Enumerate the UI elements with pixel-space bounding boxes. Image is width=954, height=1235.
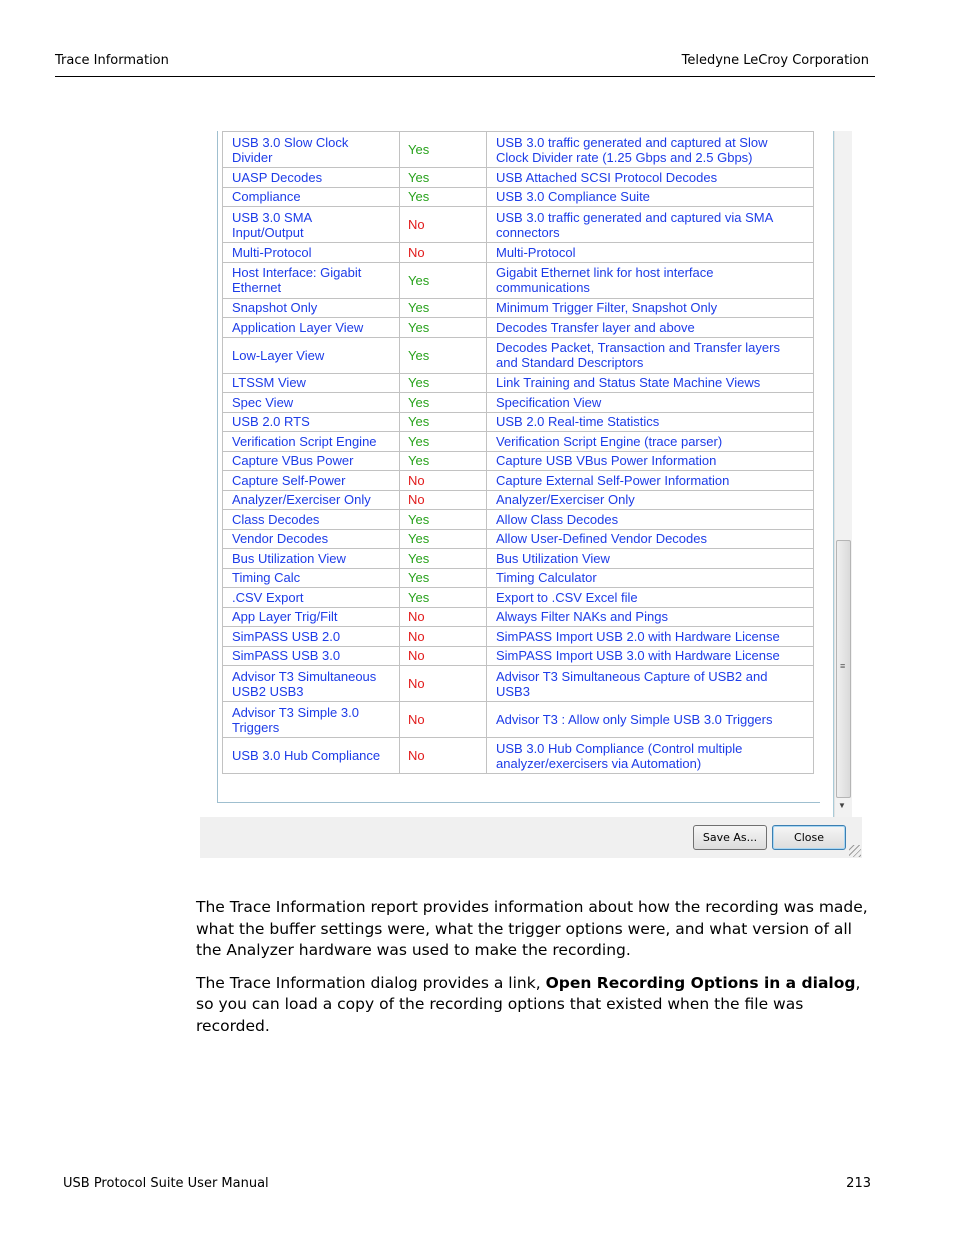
table-row xyxy=(223,318,814,338)
option-name: Capture VBus Power xyxy=(232,453,354,469)
option-description: USB 2.0 Real-time Statistics xyxy=(496,414,660,430)
option-description-cell xyxy=(487,738,814,774)
table-row xyxy=(223,627,814,647)
close-button[interactable]: Close xyxy=(772,825,846,850)
option-value-cell: Yes xyxy=(400,432,487,452)
option-value-cell: Yes xyxy=(400,588,487,608)
option-name-cell xyxy=(223,262,400,298)
header-section-title: Trace Information xyxy=(55,53,169,68)
option-name-cell xyxy=(223,207,400,243)
option-name: Bus Utilization View xyxy=(232,550,346,566)
option-value-cell: No xyxy=(400,243,487,263)
report-table-frame xyxy=(217,131,820,803)
option-name-cell xyxy=(223,243,400,263)
option-description: USB3 xyxy=(496,683,530,699)
option-name-cell xyxy=(223,666,400,702)
option-description: connectors xyxy=(496,224,560,240)
option-description: Advisor T3 : Allow only Simple USB 3.0 Triggers xyxy=(496,712,773,727)
option-name-cell xyxy=(223,549,400,569)
option-name-cell xyxy=(223,132,400,168)
option-description-cell xyxy=(487,666,814,702)
option-description-cell xyxy=(487,207,814,243)
option-name: UASP Decodes xyxy=(232,169,323,185)
option-name-cell xyxy=(223,432,400,452)
option-name-cell xyxy=(223,510,400,530)
paragraph-report-description: The Trace Information report provides information about how the recording was made, what the buffer settings were, what the trigger options were, and what version of all the Analyzer hardware was used to make the recording. xyxy=(196,898,868,959)
table-body xyxy=(223,132,814,774)
option-name-cell xyxy=(223,318,400,338)
option-value-cell: Yes xyxy=(400,393,487,413)
option-name-cell xyxy=(223,373,400,393)
option-description: Always Filter NAKs and Pings xyxy=(496,609,668,625)
table-row xyxy=(223,298,814,318)
option-description-cell xyxy=(487,451,814,471)
resize-grip-icon[interactable] xyxy=(849,845,861,857)
option-value-cell: Yes xyxy=(400,262,487,298)
option-description: SimPASS Import USB 3.0 with Hardware License xyxy=(496,648,780,664)
option-name: Divider xyxy=(232,149,273,165)
grip-icon: ≡ xyxy=(840,661,846,671)
option-name: .CSV Export xyxy=(232,589,304,605)
option-description: communications xyxy=(496,280,590,295)
option-name: Analyzer/Exerciser Only xyxy=(232,492,371,508)
option-description-cell xyxy=(487,412,814,432)
option-description: Verification Script Engine (trace parser) xyxy=(496,433,723,449)
option-description-cell xyxy=(487,298,814,318)
option-name: Snapshot Only xyxy=(232,300,318,316)
option-description: Allow User-Defined Vendor Decodes xyxy=(496,531,707,547)
option-description: Capture USB VBus Power Information xyxy=(496,453,717,469)
option-name: Multi-Protocol xyxy=(232,244,312,260)
option-name: Capture Self-Power xyxy=(232,472,346,488)
option-description-cell xyxy=(487,702,814,738)
table-row xyxy=(223,490,814,510)
option-description: Gigabit Ethernet link for host interface xyxy=(496,265,714,280)
footer-manual-title: USB Protocol Suite User Manual xyxy=(63,1176,269,1191)
table-row xyxy=(223,510,814,530)
option-name: Input/Output xyxy=(232,224,304,240)
option-value-cell: Yes xyxy=(400,412,487,432)
option-name-cell xyxy=(223,168,400,188)
option-name-cell xyxy=(223,187,400,207)
option-value-cell: Yes xyxy=(400,318,487,338)
option-description: Advisor T3 Simultaneous Capture of USB2 and xyxy=(496,668,768,684)
table-row xyxy=(223,187,814,207)
table-row xyxy=(223,568,814,588)
option-value-cell: Yes xyxy=(400,549,487,569)
option-name: LTSSM View xyxy=(232,375,306,391)
option-name: Host Interface: Gigabit xyxy=(232,265,362,280)
option-name: SimPASS USB 3.0 xyxy=(232,648,341,664)
paragraph-dialog-link xyxy=(196,973,876,1038)
option-name-cell xyxy=(223,702,400,738)
page-footer xyxy=(63,1176,871,1191)
table-row xyxy=(223,337,814,373)
table-row xyxy=(223,646,814,666)
option-description: Minimum Trigger Filter, Snapshot Only xyxy=(496,300,718,316)
save-as-button[interactable]: Save As... xyxy=(693,825,767,850)
body-text xyxy=(196,897,876,1048)
option-description-cell xyxy=(487,490,814,510)
option-name-cell xyxy=(223,471,400,491)
option-value-cell: No xyxy=(400,646,487,666)
option-description: USB Attached SCSI Protocol Decodes xyxy=(496,169,718,185)
option-description-cell xyxy=(487,393,814,413)
option-name-cell xyxy=(223,393,400,413)
option-description: Specification View xyxy=(496,394,602,410)
option-name: Compliance xyxy=(232,189,301,205)
table-row xyxy=(223,702,814,738)
report-view xyxy=(210,131,834,817)
option-description-cell xyxy=(487,132,814,168)
trace-information-dialog xyxy=(200,131,862,858)
option-name: SimPASS USB 2.0 xyxy=(232,628,341,644)
option-description-cell xyxy=(487,337,814,373)
table-row xyxy=(223,738,814,774)
option-name: Triggers xyxy=(232,719,280,735)
option-description-cell xyxy=(487,471,814,491)
option-name-cell xyxy=(223,412,400,432)
header-company: Teledyne LeCroy Corporation xyxy=(681,53,869,68)
option-value-cell: No xyxy=(400,471,487,491)
option-name: Ethernet xyxy=(232,280,282,295)
table-row xyxy=(223,243,814,263)
option-description-cell xyxy=(487,243,814,263)
option-name-cell xyxy=(223,337,400,373)
option-name-cell xyxy=(223,298,400,318)
option-description-cell xyxy=(487,529,814,549)
option-description-cell xyxy=(487,168,814,188)
option-value-cell: Yes xyxy=(400,510,487,530)
table-row xyxy=(223,607,814,627)
option-description: Decodes Transfer layer and above xyxy=(496,319,695,335)
table-row xyxy=(223,132,814,168)
option-description-cell xyxy=(487,549,814,569)
option-value-cell: No xyxy=(400,738,487,774)
table-row xyxy=(223,471,814,491)
option-name-cell xyxy=(223,627,400,647)
table-row xyxy=(223,262,814,298)
option-name: USB 2.0 RTS xyxy=(232,414,310,430)
option-description: Decodes Packet, Transaction and Transfer layers xyxy=(496,340,780,355)
license-options-table xyxy=(222,131,814,774)
option-description-cell xyxy=(487,607,814,627)
option-description: Capture External Self-Power Information xyxy=(496,472,730,488)
option-name: Verification Script Engine xyxy=(232,433,377,449)
table-row xyxy=(223,207,814,243)
option-value-cell: Yes xyxy=(400,568,487,588)
option-name: Spec View xyxy=(232,394,294,410)
option-description-cell xyxy=(487,432,814,452)
table-row xyxy=(223,549,814,569)
option-value-cell: Yes xyxy=(400,132,487,168)
table-row xyxy=(223,373,814,393)
option-description-cell xyxy=(487,318,814,338)
paragraph-text: , so you can load a copy of the recording options that existed when the file was recorded. xyxy=(196,973,861,1035)
option-description: Analyzer/Exerciser Only xyxy=(496,492,635,508)
page-number: 213 xyxy=(846,1176,871,1191)
option-name: USB 3.0 Slow Clock xyxy=(232,134,349,150)
option-description: Link Training and Status State Machine Views xyxy=(496,375,761,391)
table-row xyxy=(223,412,814,432)
table-row xyxy=(223,393,814,413)
option-name-cell xyxy=(223,529,400,549)
option-name: USB 3.0 SMA xyxy=(232,209,313,225)
option-description: USB 3.0 traffic generated and captured at Slow xyxy=(496,134,768,150)
option-description-cell xyxy=(487,568,814,588)
option-name-cell xyxy=(223,738,400,774)
option-description: USB 3.0 Hub Compliance (Control multiple xyxy=(496,740,743,756)
table-row xyxy=(223,666,814,702)
option-name: Low-Layer View xyxy=(232,347,325,363)
option-value-cell: Yes xyxy=(400,529,487,549)
option-name: Advisor T3 Simple 3.0 xyxy=(232,704,359,720)
option-description-cell xyxy=(487,627,814,647)
option-description: SimPASS Import USB 2.0 with Hardware License xyxy=(496,628,780,644)
option-value-cell: No xyxy=(400,490,487,510)
option-description: and Standard Descriptors xyxy=(496,355,644,370)
option-value-cell: Yes xyxy=(400,337,487,373)
option-value-cell: No xyxy=(400,666,487,702)
open-recording-options-link[interactable]: Open Recording Options in a dialog xyxy=(545,973,856,992)
table-row xyxy=(223,451,814,471)
option-description: Clock Divider rate (1.25 Gbps and 2.5 Gbps) xyxy=(496,149,753,165)
scroll-down-arrow-icon[interactable]: ▼ xyxy=(838,801,846,810)
option-name-cell xyxy=(223,568,400,588)
option-description: Export to .CSV Excel file xyxy=(496,589,638,605)
option-description: Bus Utilization View xyxy=(496,550,610,566)
dialog-button-bar xyxy=(200,817,862,858)
option-description: Multi-Protocol xyxy=(496,244,576,260)
option-name: USB2 USB3 xyxy=(232,683,304,699)
page-header xyxy=(55,52,875,77)
option-description-cell xyxy=(487,262,814,298)
option-name: App Layer Trig/Filt xyxy=(232,609,338,625)
option-name: Application Layer View xyxy=(232,319,364,335)
paragraph-text: The Trace Information dialog provides a link, xyxy=(196,973,546,992)
option-name-cell xyxy=(223,588,400,608)
option-description: USB 3.0 traffic generated and captured via SMA xyxy=(496,209,774,225)
option-value-cell: Yes xyxy=(400,187,487,207)
option-value-cell: No xyxy=(400,607,487,627)
table-row xyxy=(223,432,814,452)
option-value-cell: Yes xyxy=(400,298,487,318)
option-description: Timing Calculator xyxy=(496,570,597,586)
option-description-cell xyxy=(487,588,814,608)
option-name-cell xyxy=(223,490,400,510)
option-description: analyzer/exercisers via Automation) xyxy=(496,755,702,771)
option-description-cell xyxy=(487,373,814,393)
option-value-cell: Yes xyxy=(400,451,487,471)
option-name: Timing Calc xyxy=(232,570,301,586)
table-row xyxy=(223,168,814,188)
option-description-cell xyxy=(487,187,814,207)
option-name: Vendor Decodes xyxy=(232,531,329,547)
option-value-cell: No xyxy=(400,627,487,647)
option-value-cell: No xyxy=(400,207,487,243)
option-name: Class Decodes xyxy=(232,511,320,527)
table-row xyxy=(223,588,814,608)
option-description: Allow Class Decodes xyxy=(496,511,619,527)
option-description-cell xyxy=(487,510,814,530)
option-name-cell xyxy=(223,451,400,471)
scrollbar-thumb[interactable] xyxy=(836,540,851,798)
option-description-cell xyxy=(487,646,814,666)
table-row xyxy=(223,529,814,549)
option-value-cell: No xyxy=(400,702,487,738)
option-description: USB 3.0 Compliance Suite xyxy=(496,189,650,205)
option-name: Advisor T3 Simultaneous xyxy=(232,668,377,684)
option-name-cell xyxy=(223,607,400,627)
option-name: USB 3.0 Hub Compliance xyxy=(232,748,381,763)
option-name-cell xyxy=(223,646,400,666)
vertical-scrollbar[interactable] xyxy=(834,131,852,817)
option-value-cell: Yes xyxy=(400,373,487,393)
option-value-cell: Yes xyxy=(400,168,487,188)
